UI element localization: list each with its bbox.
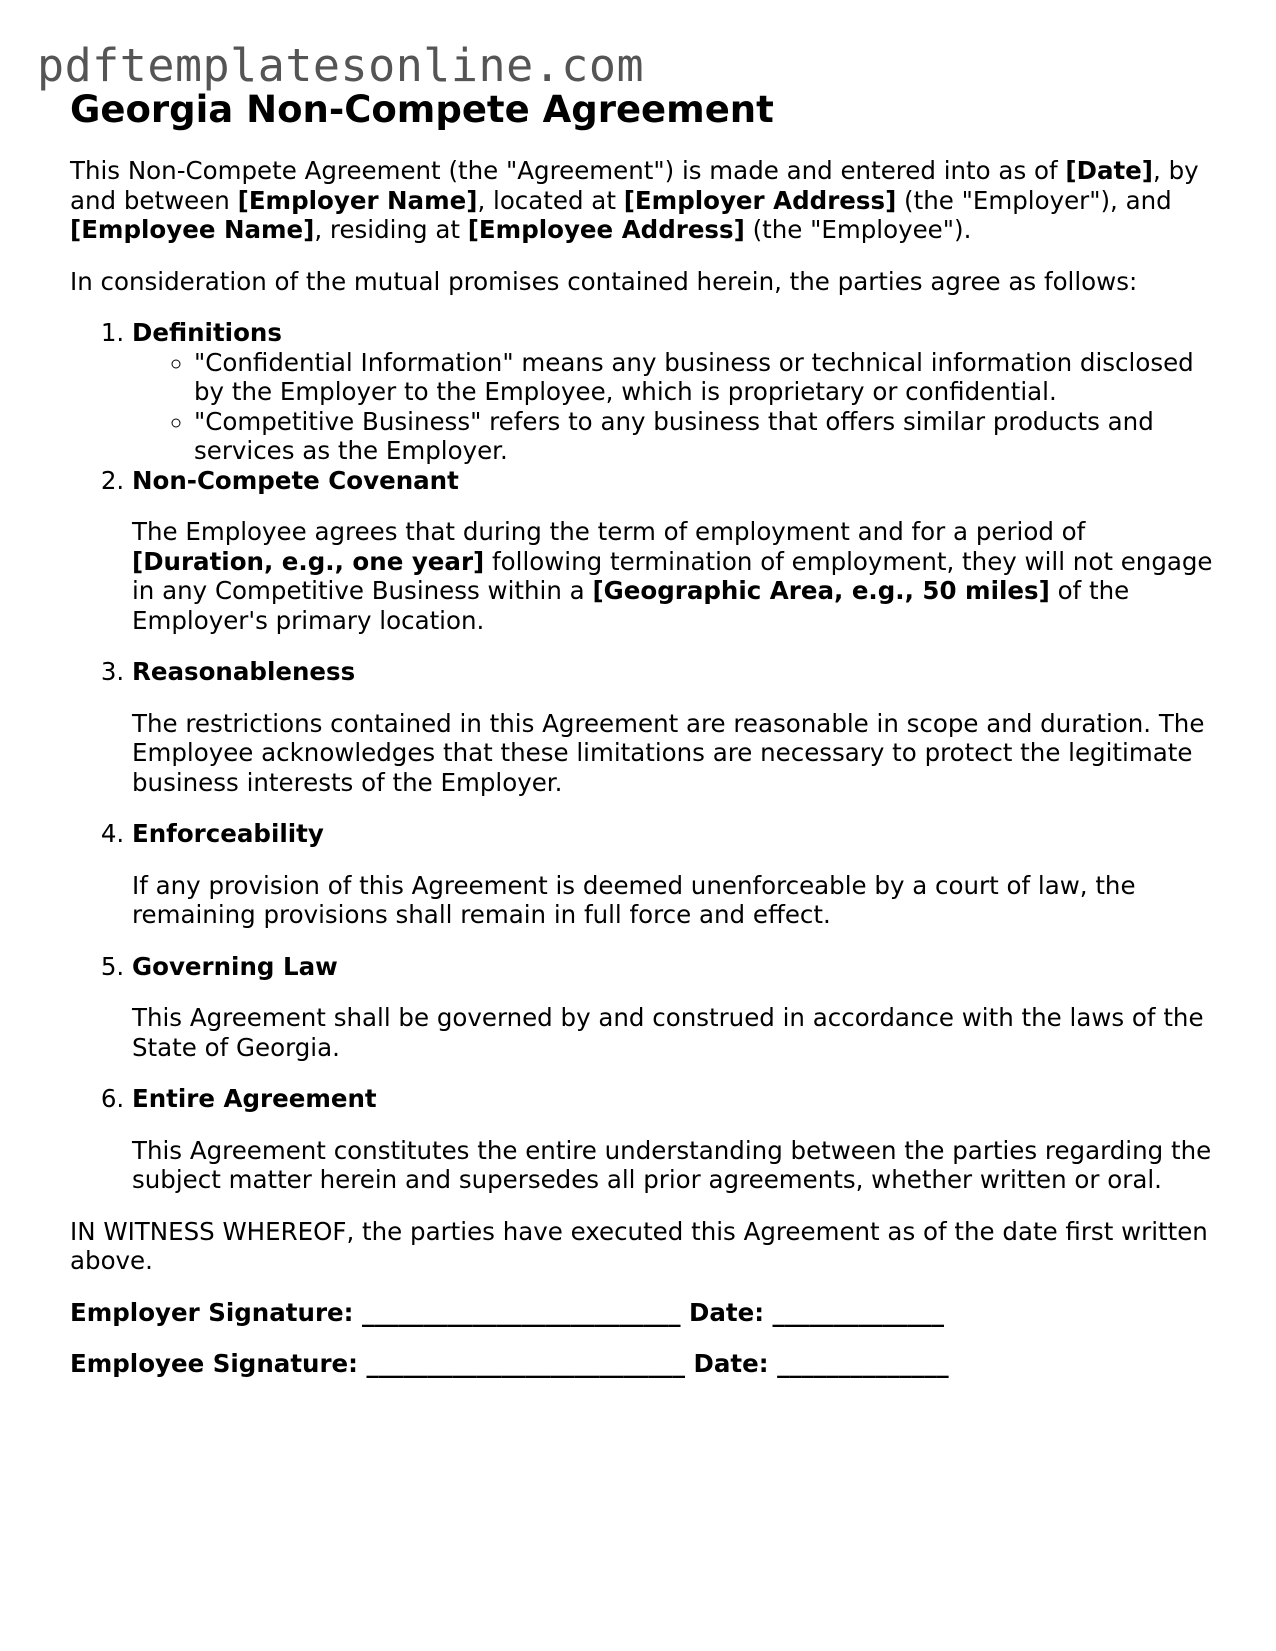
definition-item: ◦ "Competitive Business" refers to any business that offers similar products and services as the Employer. <box>194 407 1220 466</box>
employee-address-placeholder: [Employee Address] <box>467 215 745 244</box>
employee-signature-line <box>70 1349 1220 1379</box>
section-body: The restrictions contained in this Agreement are reasonable in scope and duration. The Employee acknowledges that these limitations are necessary to protect the legitimate business interests of the Employer. <box>132 708 1205 797</box>
employer-signature-label: Employer Signature: <box>70 1297 354 1327</box>
document-page <box>70 84 1220 1401</box>
section-enforceability <box>132 819 1220 930</box>
section-title: Entire Agreement <box>132 1084 377 1113</box>
employee-signature-field[interactable]: __________________________ <box>366 1349 686 1378</box>
witness-paragraph: IN WITNESS WHEREOF, the parties have executed this Agreement as of the date first written above. <box>70 1216 1208 1275</box>
section-entire-agreement <box>132 1084 1220 1195</box>
intro-text: , located at <box>477 185 624 215</box>
section-reasonableness <box>132 657 1220 797</box>
section-title: Enforceability <box>132 819 324 848</box>
geographic-area-placeholder: [Geographic Area, e.g., 50 miles] <box>592 576 1050 605</box>
section-title: Definitions <box>132 318 282 347</box>
intro-text: , residing at <box>314 215 468 244</box>
duration-placeholder: [Duration, e.g., one year] <box>132 546 485 576</box>
definition-item: ◦ "Confidential Information" means any business or technical information disclosed by the Employer to the Employee, which is proprietary or confidential. <box>194 348 1220 407</box>
section-text: following termination of employment, they will not engage in any Competitive Business within a <box>132 546 1213 605</box>
employee-date-field[interactable]: ______________ <box>777 1349 949 1378</box>
consideration-paragraph: In consideration of the mutual promises contained herein, the parties agree as follows: <box>70 266 1138 296</box>
section-text: The Employee agrees that during the term of employment and for a period of <box>132 517 1086 546</box>
date-placeholder: [Date] <box>1065 156 1153 185</box>
section-body: This Agreement constitutes the entire understanding between the parties regarding the subject matter herein and supersedes all prior agreements, whether written or oral. <box>132 1135 1212 1194</box>
definitions-list <box>132 348 1220 466</box>
intro-paragraph <box>70 156 1220 245</box>
date-label: Date: <box>689 1297 764 1327</box>
section-non-compete-covenant <box>132 466 1220 636</box>
employer-address-placeholder: [Employer Address] <box>623 185 897 215</box>
date-label: Date: <box>693 1349 769 1378</box>
employer-signature-field[interactable]: __________________________ <box>361 1297 681 1327</box>
intro-text: , by and between <box>70 156 1199 215</box>
section-title: Governing Law <box>132 951 338 981</box>
employee-signature-label: Employee Signature: <box>70 1349 358 1378</box>
intro-text: This Non-Compete Agreement (the "Agreement") is made and entered into as of <box>70 156 1066 185</box>
employer-name-placeholder: [Employer Name] <box>237 185 478 215</box>
intro-text: (the "Employer"), and <box>896 185 1172 215</box>
section-body <box>132 517 1220 635</box>
section-body: This Agreement shall be governed by and construed in accordance with the laws of the State of Georgia. <box>132 1003 1204 1062</box>
document-title: Georgia Non-Compete Agreement <box>70 88 774 131</box>
section-title: Reasonableness <box>132 657 356 686</box>
section-governing-law <box>132 952 1220 1063</box>
intro-text: (the "Employee"). <box>744 215 972 244</box>
site-watermark: pdftemplatesonline.com <box>37 39 645 92</box>
section-definitions <box>132 318 1220 466</box>
section-title: Non-Compete Covenant <box>132 465 459 495</box>
employer-signature-line <box>70 1298 1220 1328</box>
employer-date-field[interactable]: ______________ <box>772 1297 945 1327</box>
sections-list <box>70 318 1220 1195</box>
employee-name-placeholder: [Employee Name] <box>70 215 315 244</box>
section-text: of the Employer's primary location. <box>132 576 1130 635</box>
section-body: If any provision of this Agreement is deemed unenforceable by a court of law, the remaining provisions shall remain in full force and effect. <box>132 870 1136 929</box>
